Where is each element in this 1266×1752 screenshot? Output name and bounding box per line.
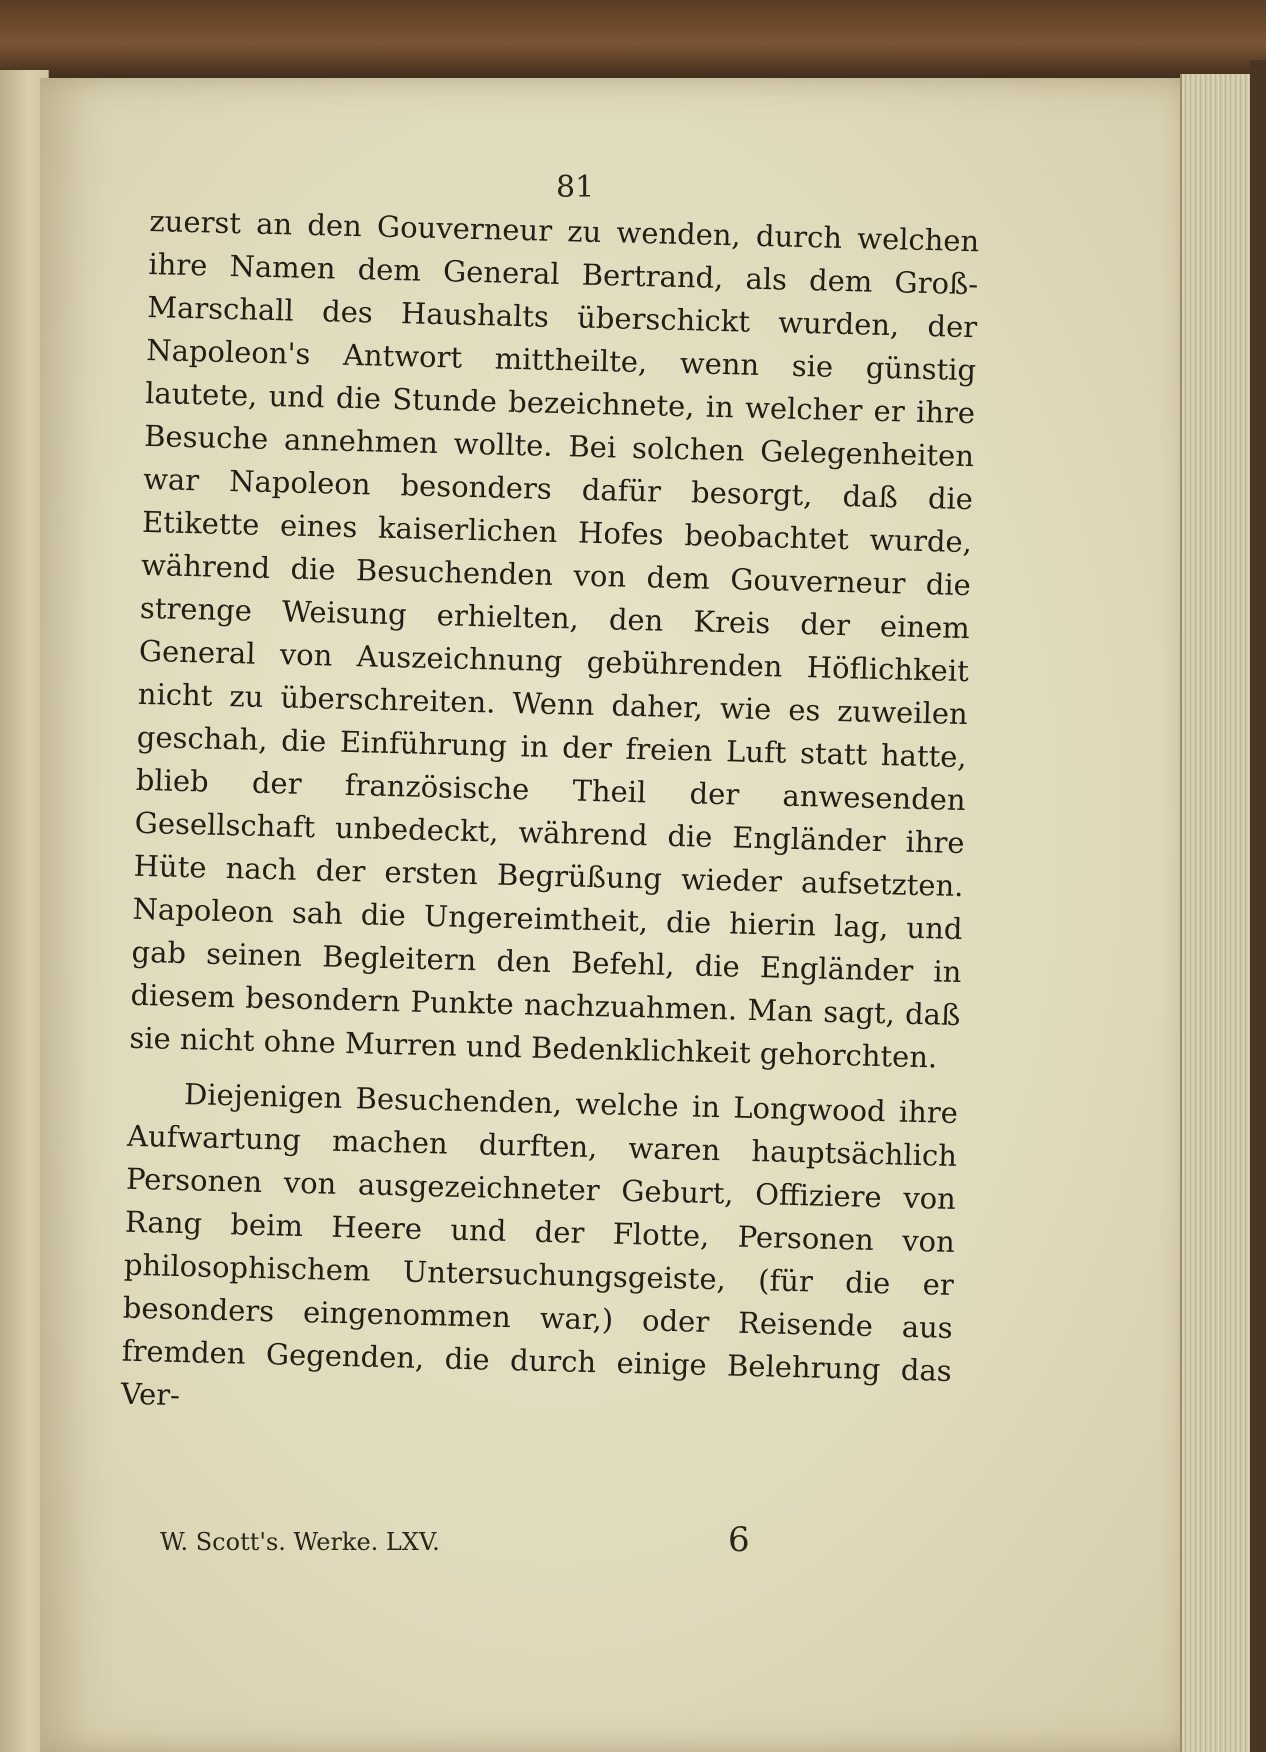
paragraph-1: zuerst an den Gouverneur zu wenden, durch welchen ihre Namen dem General Bertrand, als dem Groß-Marschall des Haushalts überschickt wurden, der Napoleon's Antwort mittheilte, wenn sie günstig lautete, und die Stunde bezeichnete, in welcher er ihre Besuche annehmen wollte. Bei solchen Gelegenheiten war Napoleon besonders dafür besorgt, daß die Etikette eines kaiserlichen Hofes beobachtet wurde, während die Besuchenden von dem Gouverneur die strenge Weisung erhielten, den Kreis der einem General von Auszeichnung gebührenden Höflichkeit nicht zu überschreiten. Wenn daher, wie es zuweilen geschah, die Einführung in der freien Luft statt hatte, blieb der französische Theil der anwesenden Gesellschaft unbedeckt, während die Engländer ihre Hüte nach der ersten Begrüßung wieder aufsetzten. Napoleon sah die Ungereimtheit, die hierin lag, und gab seinen Begleitern den Befehl, die Engländer in diesem besondern Punkte nachzuahmen. Man sagt, daß sie nicht ohne Murren und Bedenklichkeit gehorchten. xyxy=(129,203,980,1075)
paragraph-2: Diejenigen Besuchenden, welche in Longwood ihre Aufwartung machen durften, waren hauptsächlich Personen von ausgezeichneter Geburt, Offiziere von Rang beim Heere und der Flotte, Personen von philosophischem Untersuchungsgeiste, (für die er besonders eingenommen war,) oder Reisende aus fremden Gegenden, die durch einige Belehrung das Ver- xyxy=(120,1077,959,1413)
sheet-number: 6 xyxy=(728,1520,750,1560)
book-binding xyxy=(1250,60,1266,1752)
page-number: 81 xyxy=(556,170,595,205)
signature-mark: W. Scott's. Werke. LXV. xyxy=(160,1528,440,1556)
book-cover-edge xyxy=(0,0,1266,80)
body-text xyxy=(120,200,979,1436)
